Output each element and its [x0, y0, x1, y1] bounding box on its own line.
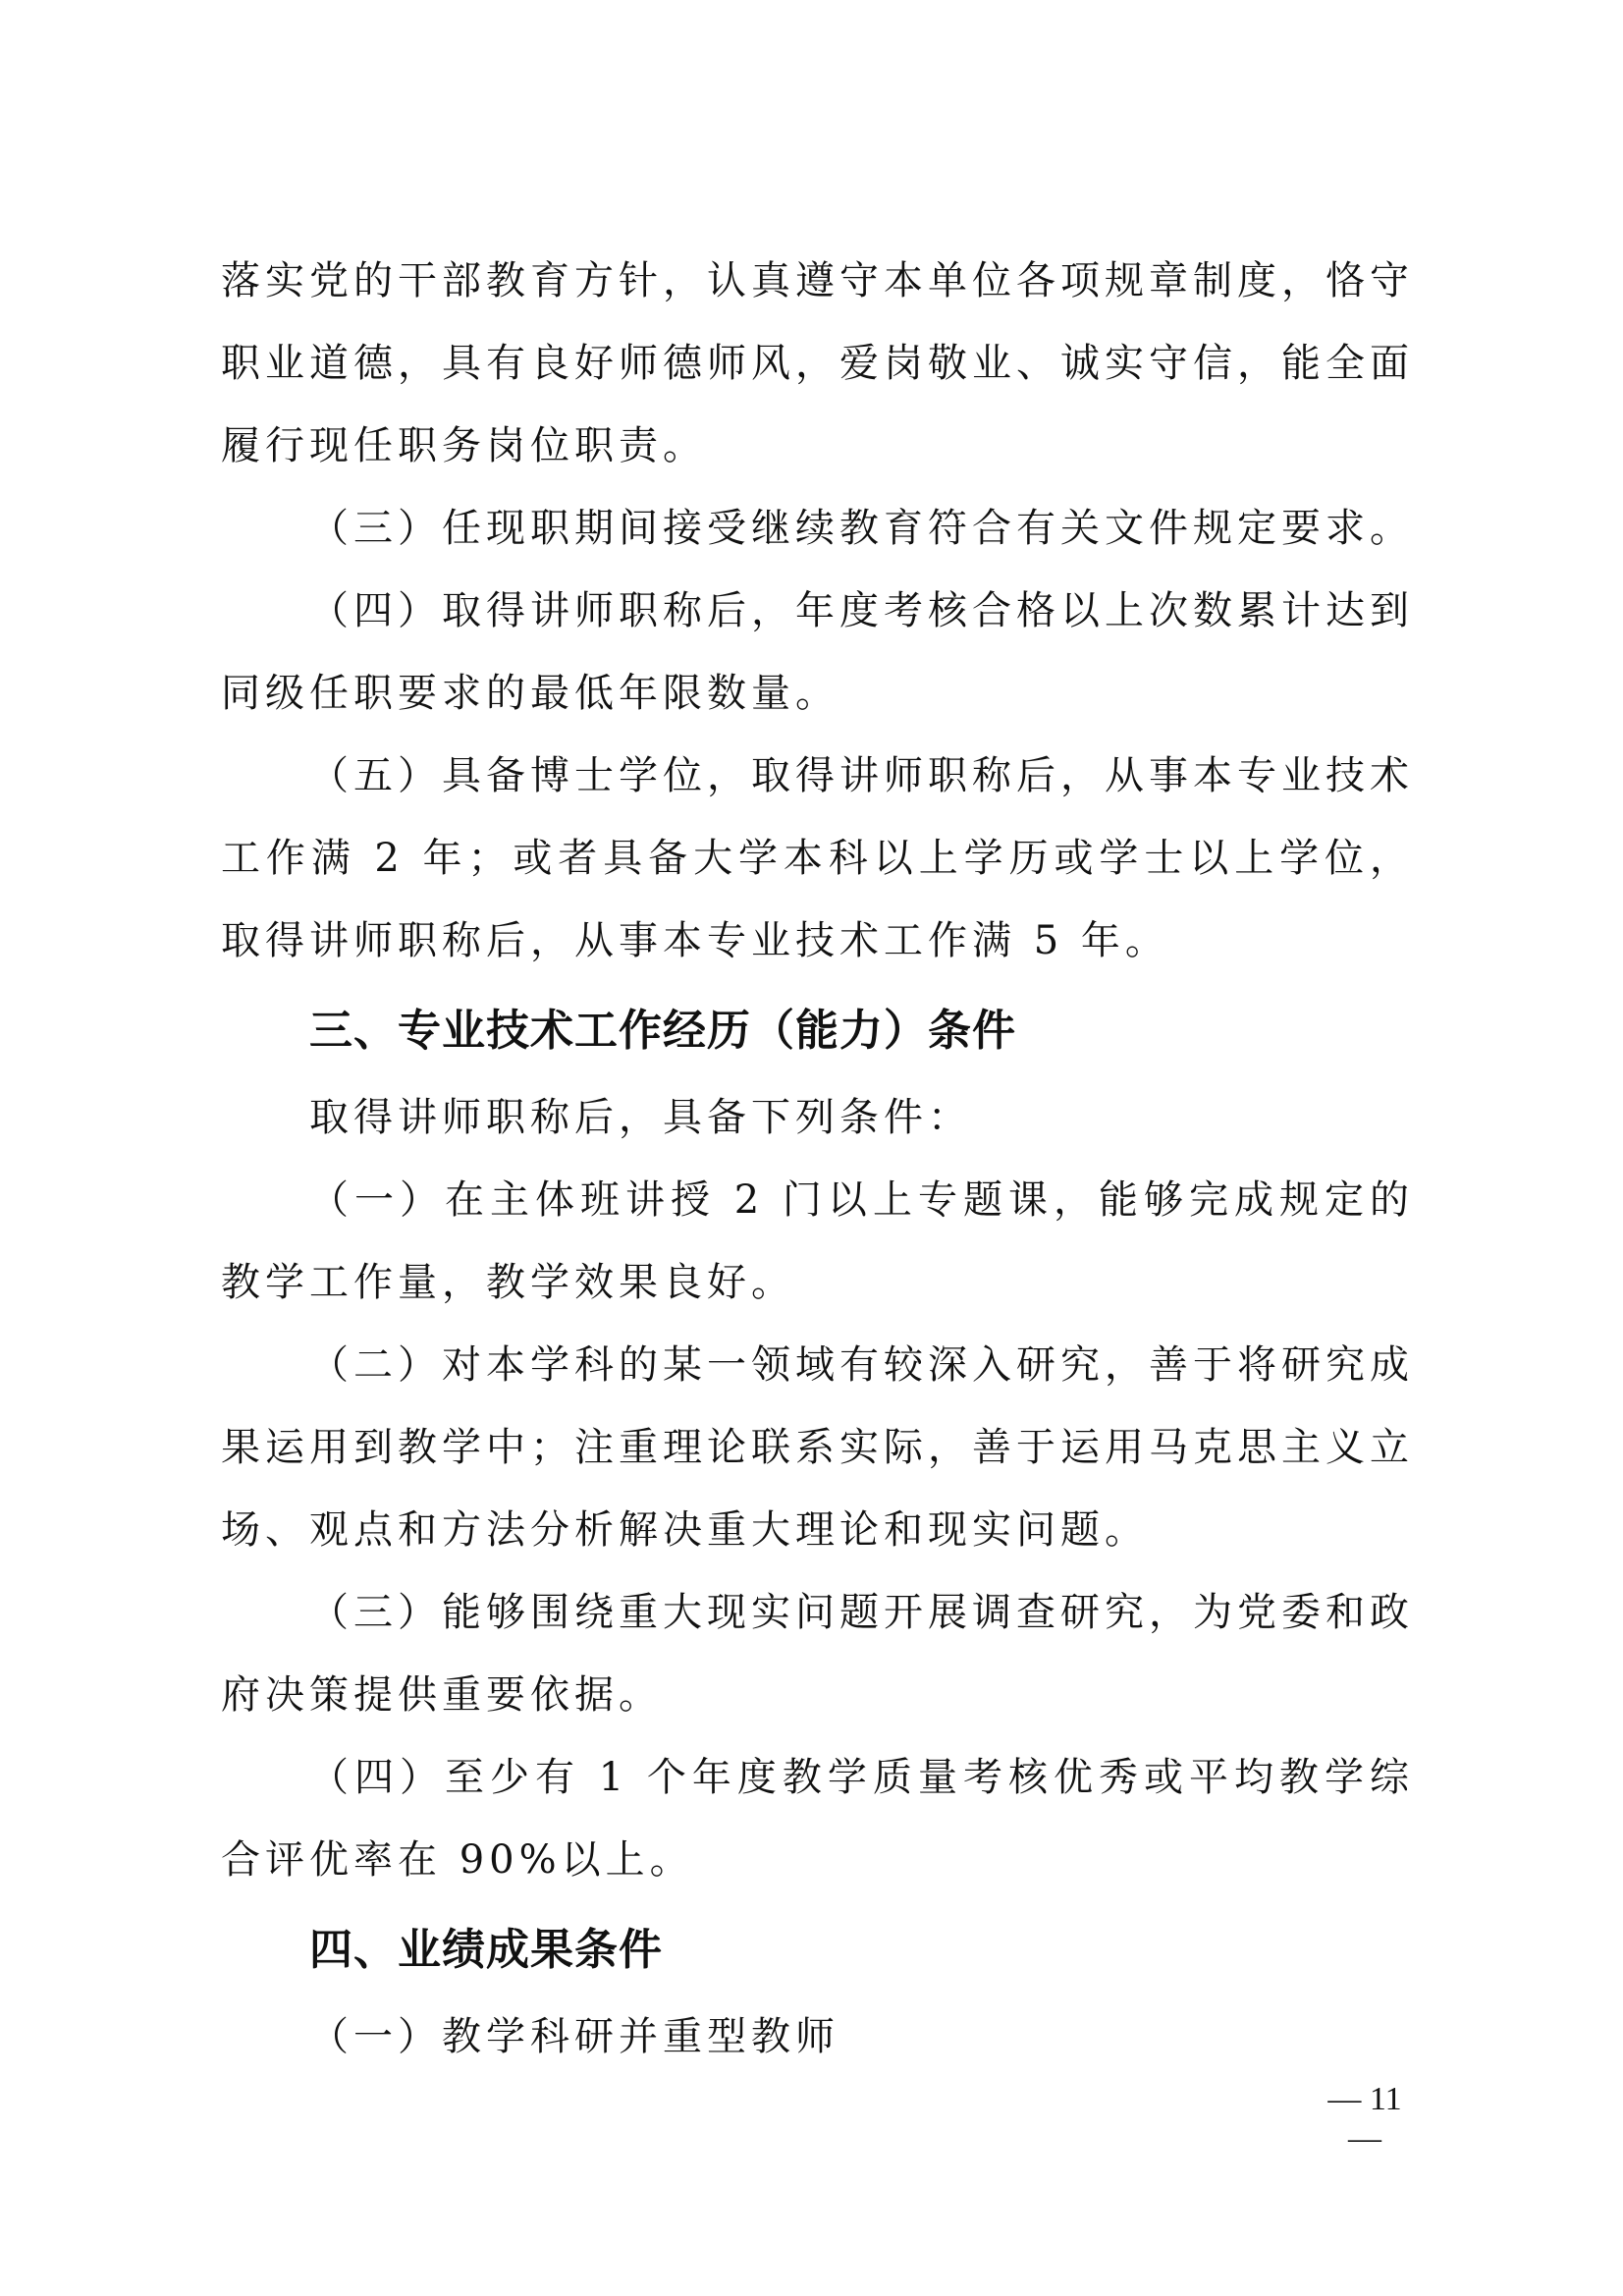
paragraph-annual-assessment: （四）取得讲师职称后，年度考核合格以上次数累计达到同级任职要求的最低年限数量。 — [221, 588, 1414, 716]
document-body — [221, 240, 1414, 2078]
section-heading-achievements: 四、业绩成果条件 — [309, 1925, 663, 1975]
paragraph-research-depth: （二）对本学科的某一领域有较深入研究，善于将研究成果运用到教学中；注重理论联系实际，善于运用马克思主义立场、观点和方法分析解决重大理论和现实问题。 — [221, 1342, 1414, 1553]
paragraph-continuing-education: （三）任现职期间接受继续教育符合有关文件规定要求。 — [309, 506, 1414, 551]
paragraph-investigation: （三）能够围绕重大现实问题开展调查研究，为党委和政府决策提供重要依据。 — [221, 1590, 1414, 1718]
section-heading-experience: 三、专业技术工作经历（能力）条件 — [309, 1006, 1016, 1056]
paragraph-teacher-type: （一）教学科研并重型教师 — [309, 2014, 839, 2059]
page-number: — 11 — — [1327, 2081, 1402, 2157]
paragraph-degree-requirement: （五）具备博士学位，取得讲师职称后，从事本专业技术工作满 2 年；或者具备大学本科以上学历或学士以上学位，取得讲师职称后，从事本专业技术工作满 5 年。 — [221, 753, 1414, 963]
paragraph-teaching-courses: （一）在主体班讲授 2 门以上专题课，能够完成规定的教学工作量，教学效果良好。 — [221, 1177, 1414, 1305]
paragraph-duties: 落实党的干部教育方针，认真遵守本单位各项规章制度，恪守职业道德，具有良好师德师风，爱岗敬业、诚实守信，能全面履行现任职务岗位职责。 — [221, 258, 1414, 468]
paragraph-teaching-quality: （四）至少有 1 个年度教学质量考核优秀或平均教学综合评优率在 90%以上。 — [221, 1755, 1414, 1883]
paragraph-conditions-intro: 取得讲师职称后，具备下列条件： — [309, 1095, 972, 1140]
